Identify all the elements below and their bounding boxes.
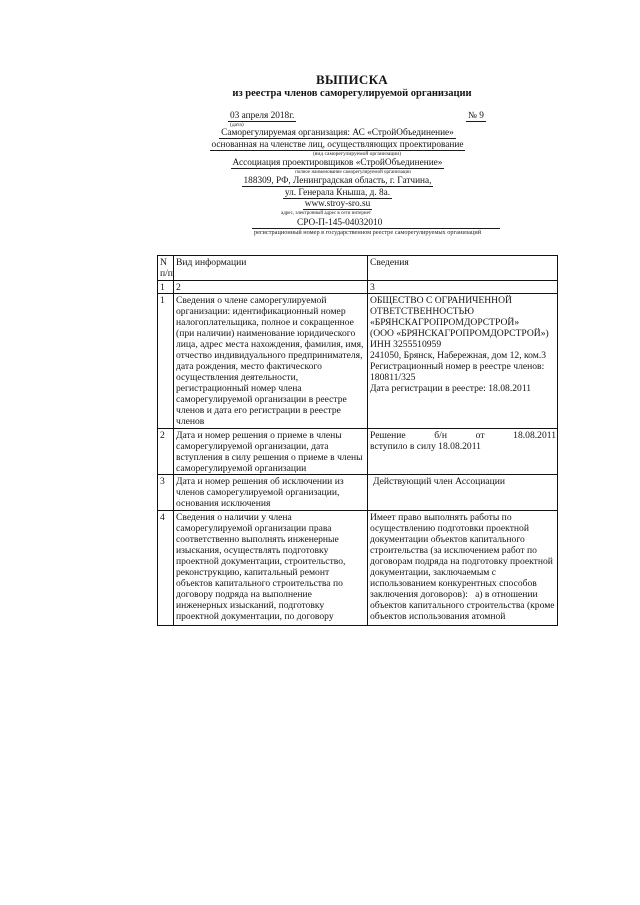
sro-reg-number: СРО-П-145-04032010	[252, 218, 500, 229]
header-num	[160, 257, 172, 279]
text-line: проектной документации, по договору	[176, 611, 334, 622]
text-line: объектов капитального строительства (кроме	[370, 600, 555, 611]
text-line: Действующий член Ассоциации	[373, 476, 506, 487]
text-line: саморегулируемой организации	[176, 463, 307, 474]
header-info-cell	[174, 256, 368, 281]
sro-address-line1-field	[205, 176, 470, 187]
row-number: 3	[160, 476, 165, 487]
table-row	[158, 511, 558, 626]
table-row	[158, 475, 558, 511]
row-number-cell	[158, 429, 174, 475]
document-subtitle: из реестра членов саморегулируемой организации	[232, 88, 472, 99]
row-number-cell	[158, 475, 174, 511]
text-line: изыскания, осуществлять подготовку	[176, 545, 329, 556]
row-details-text	[370, 476, 556, 487]
text-line: отчество индивидуального предпринимателя,	[176, 350, 363, 361]
row-info-cell	[174, 429, 368, 475]
header-details: Сведения	[370, 257, 409, 268]
table-row	[158, 429, 558, 475]
text-line: инженерных изысканий, подготовку	[176, 600, 325, 611]
text-line: Регистрационный номер в реестре членов:	[370, 361, 545, 372]
sro-website: www.stroy-sro.su	[304, 199, 371, 209]
sro-address-line1: 188309, РФ, Ленинградская область, г. Гатчина,	[243, 176, 432, 186]
text-line: реконструкцию, капитальный ремонт	[176, 567, 330, 578]
text-line: вступления в силу решения о приеме в члены	[176, 452, 363, 463]
text-line: осуществлению подготовки проектной	[370, 523, 529, 534]
row-number: 2	[160, 430, 165, 441]
sro-type: основанная на членстве лиц, осуществляющих проектирование	[211, 140, 464, 150]
row-info-cell	[174, 475, 368, 511]
sro-name-field	[205, 128, 470, 139]
registry-table	[157, 255, 558, 626]
header-info: Вид информации	[176, 257, 247, 268]
column-number: 1	[160, 282, 165, 293]
text-line: договору подряда на выполнение	[176, 589, 312, 600]
row-number: 4	[160, 512, 165, 523]
row-info-text	[176, 295, 366, 427]
extract-number: № 9	[468, 111, 484, 121]
row-details-text	[370, 512, 556, 622]
text-line: использованием конкурентных способов	[370, 578, 537, 589]
text-line: ИНН 3255510959	[370, 339, 442, 350]
header-num-cell	[158, 256, 174, 281]
text-line: членов	[176, 416, 205, 427]
text-line: N	[160, 257, 167, 268]
text-line: заключения договоров): а) в отношении	[370, 589, 538, 600]
text-line: Сведения о наличии у члена	[176, 512, 292, 523]
sro-name: Саморегулируемая организация: АС «СтройОбъединение»	[221, 128, 454, 138]
text-line: саморегулируемой организации, дата	[176, 441, 329, 452]
document-title: ВЫПИСКА	[316, 72, 388, 87]
text-line: членов и дата его регистрации в реестре	[176, 405, 341, 416]
text-line: налогоплательщика, полное и сокращенное	[176, 317, 354, 328]
text-line: Имеет право выполнять работы по	[370, 512, 512, 523]
text-line: Решение б/н от 18.08.2011	[370, 430, 556, 441]
column-number: 2	[176, 282, 181, 293]
text-line: (ООО «БРЯНСКАГРОПРОМДОРСТРОЙ»)	[370, 328, 549, 339]
text-line: дата рождения, место фактического	[176, 361, 322, 372]
date-caption: (дата)	[230, 122, 244, 128]
text-line: Сведения о члене саморегулируемой	[176, 295, 327, 306]
row-details-text	[370, 295, 556, 394]
text-line: ОТВЕТСТВЕННОСТЬЮ	[370, 306, 474, 317]
text-line: саморегулируемой организации права	[176, 523, 332, 534]
text-line: «БРЯНСКАГРОПРОМДОРСТРОЙ»	[370, 317, 520, 328]
column-number-cell	[174, 281, 368, 294]
sro-full-name-field	[205, 158, 470, 169]
text-line: 180811/325	[370, 372, 416, 383]
row-info-text	[176, 430, 366, 474]
row-details-cell	[368, 294, 558, 429]
text-line: основания исключения	[176, 498, 271, 509]
row-number-cell	[158, 511, 174, 626]
text-line: документации, заключаемым с	[370, 567, 496, 578]
row-details-cell	[368, 511, 558, 626]
table-row	[158, 294, 558, 429]
text-line: Дата регистрации в реестре: 18.08.2011	[370, 383, 532, 394]
text-line: п/п	[160, 268, 173, 279]
text-line: регистрационный номер члена	[176, 383, 302, 394]
text-line: объектов использования атомной	[370, 611, 506, 622]
text-line: 241050, Брянск, Набережная, дом 12, ком.3	[370, 350, 547, 361]
extract-date: 03 апреля 2018г.	[230, 111, 295, 121]
text-line: объектов капитального строительства по	[176, 578, 343, 589]
text-line: членов саморегулируемой организации,	[176, 487, 340, 498]
text-line: строительства (за исключением работ по	[370, 545, 537, 556]
text-line: саморегулируемой организации в реестре	[176, 394, 347, 405]
column-number: 3	[370, 282, 375, 293]
row-number: 1	[160, 295, 165, 306]
sro-address-line2-field	[205, 188, 470, 199]
text-line: документации объектов капитального	[370, 534, 525, 545]
text-line: ОБЩЕСТВО С ОГРАНИЧЕННОЙ	[370, 295, 512, 306]
sro-full-name-caption: полное наименование саморегулируемой организации	[295, 170, 411, 175]
row-details-cell	[368, 429, 558, 475]
sro-type-field	[205, 140, 470, 151]
sro-website-field	[205, 199, 470, 210]
date-field	[228, 111, 296, 122]
table-header-row	[158, 256, 558, 281]
column-number-row	[158, 281, 558, 294]
text-line: Дата и номер решения о приеме в члены	[176, 430, 342, 441]
row-details-text	[370, 430, 556, 452]
row-details-cell	[368, 475, 558, 511]
sro-reg-number-caption: регистрационный номер в государственном реестре саморегулируемых организаций	[254, 229, 482, 236]
text-line: организации: идентификационный номер	[176, 306, 346, 317]
text-line: лица, адрес места нахождения, фамилия, имя,	[176, 339, 364, 350]
text-line: договорам подряда на подготовку проектной	[370, 556, 553, 567]
row-number-cell	[158, 294, 174, 429]
text-line: (при наличии) наименование юридического	[176, 328, 356, 339]
number-field	[466, 111, 486, 122]
column-number-cell	[368, 281, 558, 294]
row-info-cell	[174, 294, 368, 429]
column-number-cell	[158, 281, 174, 294]
sro-address-line2: ул. Генерала Кныша, д. 8а.	[284, 188, 391, 198]
header-details-cell	[368, 256, 558, 281]
text-line: осуществления деятельности,	[176, 372, 299, 383]
sro-address-caption: адрес, электронный адрес в сети интернет	[281, 211, 371, 216]
text-line: проектной документации, строительство,	[176, 556, 346, 567]
text-line: вступило в силу 18.08.2011	[370, 441, 481, 452]
text-line: соответственно выполнять инженерные	[176, 534, 339, 545]
row-info-cell	[174, 511, 368, 626]
text-line: Дата и номер решения об исключении из	[176, 476, 344, 487]
row-info-text	[176, 512, 366, 622]
sro-type-caption: (вид саморегулируемой организации)	[312, 151, 402, 157]
sro-full-name: Ассоциация проектировщиков «СтройОбъединение»	[232, 158, 443, 168]
row-info-text	[176, 476, 366, 509]
